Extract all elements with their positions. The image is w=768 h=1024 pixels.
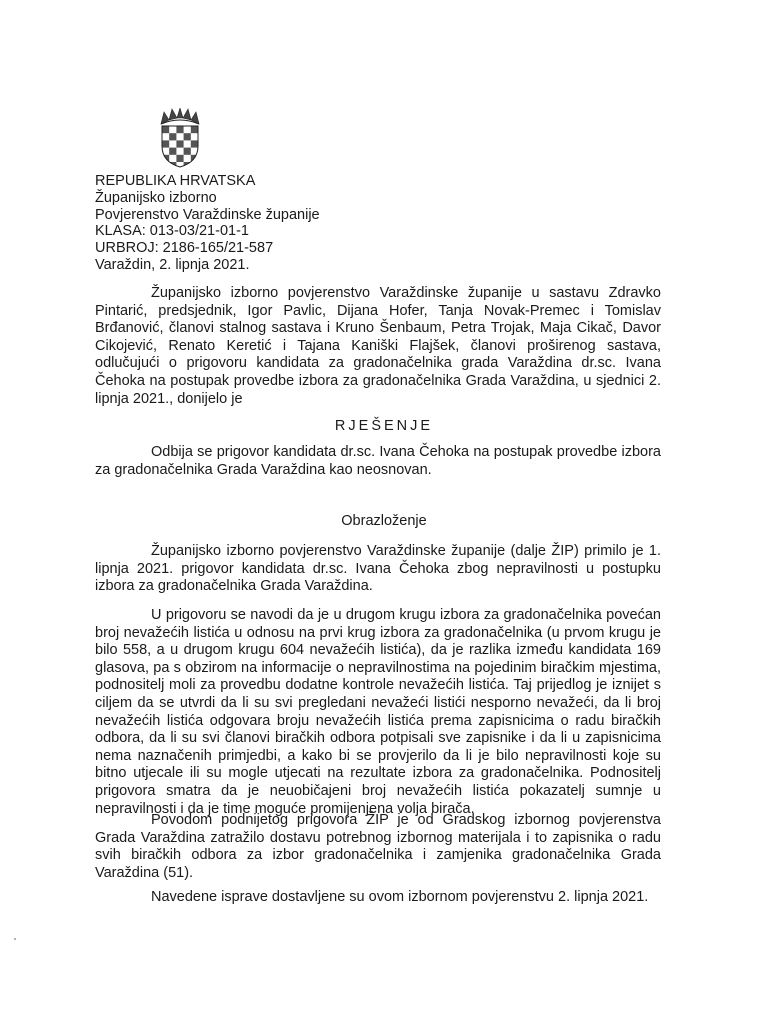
decision-paragraph: Odbija se prigovor kandidata dr.sc. Ivana Čehoka na postupak provedbe izbora za gradonačelnika Grada Varaždina kao neosnovan. [95, 444, 661, 478]
header-klasa: KLASA: 013-03/21-01-1 [95, 223, 249, 240]
header-urbroj: URBROJ: 2186-165/21-587 [95, 240, 274, 257]
scan-speck [14, 938, 16, 940]
header-place-date: Varaždin, 2. lipnja 2021. [95, 256, 250, 273]
reasoning-paragraph-4: Navedene isprave dostavljene su ovom izbornom povjerenstvu 2. lipnja 2021. [151, 889, 649, 905]
reasoning-paragraph-1: Županijsko izborno povjerenstvo Varaždinske županije (dalje ŽIP) primilo je 1. lipnja 2021. prigovor kandidata dr.sc. Ivana Čehoka zbog nepravilnosti u postupku izbora za gradonačelnika Grada Varaždina. [95, 543, 661, 595]
intro-paragraph: Županijsko izborno povjerenstvo Varaždinske županije u sastavu Zdravko Pintarić, predsjednik, Igor Pavlic, Dijana Hofer, Tanja Novak-Premec i Tomislav Brđanović, članovi stalnog sastava i Kruno Šenbaum, Petra Trojak, Maja Cikač, Davor Cikojević, Renato Keretić i Tajana Kaniški Flajšek, članovi proširenog sastava, odlučujući o prigovoru kandidata za gradonačelnika grada Varaždina dr.sc. Ivana Čehoka na postupak provedbe izbora za gradonačelnika Grada Varaždina, u sjednici 2. lipnja 2021., donijelo je [95, 285, 661, 407]
header-body-name-cont: Povjerenstvo Varaždinske županije [95, 206, 320, 223]
header-body-name: Županijsko izborno [95, 189, 217, 206]
reasoning-paragraph-3: Povodom podnijetog prigovora ŽIP je od Gradskog izbornog povjerenstva Grada Varaždina zatražilo dostavu potrebnog izbornog materijala i to zapisnika o radu svih biračkih odbora za izbor gradonačelnika i zamjenika gradonačelnika Grada Varaždina (51). [95, 812, 661, 881]
header-country: REPUBLIKA HRVATSKA [95, 173, 256, 189]
decision-title: RJEŠENJE [334, 418, 434, 434]
croatian-coat-of-arms-icon [158, 108, 202, 168]
reasoning-title: Obrazloženje [341, 513, 427, 529]
document-header [95, 173, 320, 274]
reasoning-paragraph-2: U prigovoru se navodi da je u drugom krugu izbora za gradonačelnika povećan broj nevažećih listića u odnosu na prvi krug izbora za gradonačelnika (u prvom krugu je bilo 558, a u drugom krugu 604 nevažećih listića), da je razlika između kandidata 169 glasova, pa s obzirom na informacije o nepravilnostima na pojedinim biračkim mjestima, podnositelj moli za provedbu dodatne kontrole nevažećih listića. Taj prijedlog je iznijet s ciljem da se utvrdi da li su svi pregledani nevažeći listići nesporno nevažeći, da li broj nevažećih listića odgovara broju nevažećih listića prema zapisnicima o radu biračkih odbora, da li su svi članovi biračkih odbora potpisali sve zapisnike i da li u zapisnicima nema naznačenih primjedbi, a kako bi se provjerilo da li je bilo nepravilnosti koje su bitno utjecale ili su mogle utjecati na rezultate izbora za gradonačelnika. Podnositelj prigovora smatra da je neuobičajeni broj nevažećih listića pokazatelj sumnje u nepravilnosti i da je time moguće promijenjena volja birača. [95, 607, 661, 817]
